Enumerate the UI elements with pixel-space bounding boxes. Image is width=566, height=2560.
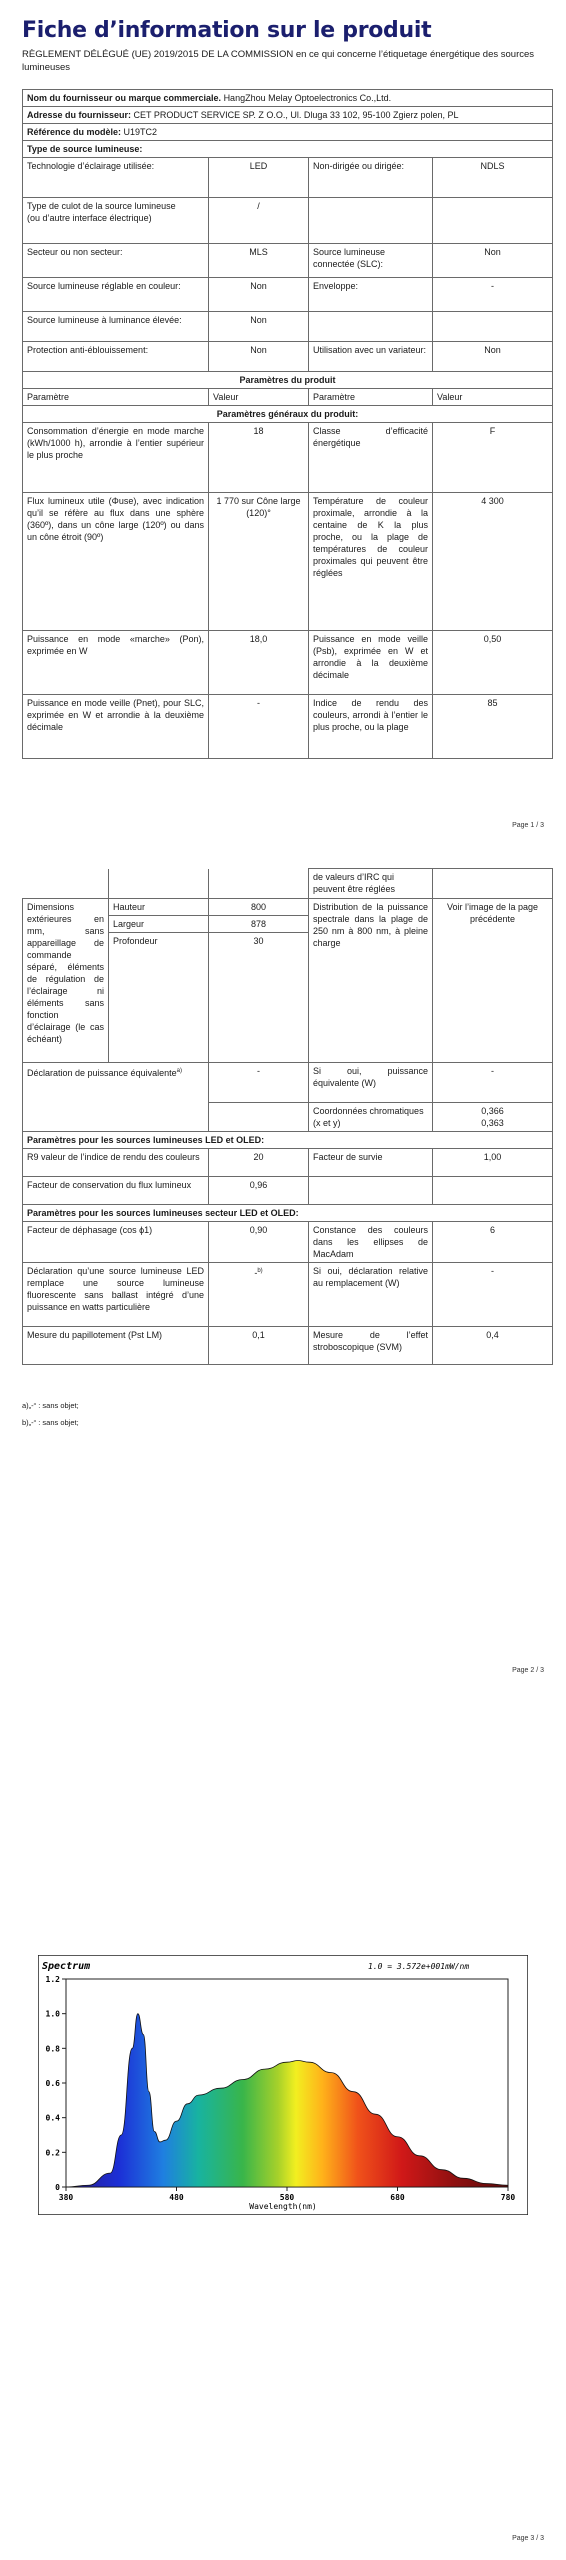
macadam-value: 6 bbox=[433, 1222, 553, 1263]
source-type-value: MLS bbox=[209, 244, 309, 278]
param-label: Consommation d’énergie en mode marche (kWh/1000 h), arrondie à l’entier supérieur le plus proche bbox=[23, 423, 209, 493]
source-type-label: Protection anti-éblouissement: bbox=[23, 342, 209, 372]
source-type-value: NDLS bbox=[433, 158, 553, 198]
equivalent-power-value: - bbox=[209, 1063, 309, 1103]
product-info-table bbox=[22, 89, 553, 759]
spectrum-chart-svg bbox=[38, 1955, 528, 2215]
source-type-heading: Type de source lumineuse: bbox=[23, 141, 553, 158]
x-tick-label: 780 bbox=[500, 2193, 516, 2202]
source-type-label: Type de culot de la source lumineuse (ou d’autre interface électrique) bbox=[23, 198, 209, 244]
y-tick-label: 0.6 bbox=[45, 2079, 60, 2088]
dimension-value: 30 bbox=[209, 933, 309, 1063]
chromaticity-label: Coordonnées chromatiques (x et y) bbox=[309, 1103, 433, 1132]
product-info-table-continued bbox=[22, 868, 553, 1365]
survival-factor-label: Facteur de survie bbox=[309, 1149, 433, 1177]
lumen-maintenance-label: Facteur de conservation du flux lumineux bbox=[23, 1177, 209, 1205]
supplier-address-value: CET PRODUCT SERVICE SP. Z O.O., Ul. Dluga 33 102, 95-100 Zgierz polen, PL bbox=[133, 110, 459, 120]
dimension-name: Hauteur bbox=[109, 899, 209, 916]
source-type-value: - bbox=[433, 278, 553, 312]
spectrum-chart bbox=[38, 1955, 528, 2215]
x-tick-label: 580 bbox=[279, 2193, 295, 2202]
spectral-distribution-label: Distribution de la puissance spectrale dans la plage de 250 nm à 800 nm, à pleine charge bbox=[309, 899, 433, 1063]
column-header-value: Valeur bbox=[209, 389, 309, 406]
source-type-value: Non bbox=[209, 342, 309, 372]
lumen-maintenance-value: 0,96 bbox=[209, 1177, 309, 1205]
y-tick-label: 1.2 bbox=[45, 1975, 60, 1984]
source-type-label: Source lumineuse à luminance élevée: bbox=[23, 312, 209, 342]
source-type-value: Non bbox=[209, 312, 309, 342]
page-number: Page 2 / 3 bbox=[512, 1667, 544, 1674]
source-type-label bbox=[309, 312, 433, 342]
x-tick-label: 380 bbox=[58, 2193, 74, 2202]
column-header-parameter: Paramètre bbox=[23, 389, 209, 406]
param-label: Puissance en mode veille (Psb), exprimée en W et arrondie à la deuxième décimale bbox=[309, 631, 433, 695]
equivalent-power-w-value: - bbox=[433, 1063, 553, 1103]
page-2 bbox=[0, 845, 566, 1725]
param-value: 85 bbox=[433, 695, 553, 759]
param-label: Flux lumineux utile (Φuse), avec indication qu’il se réfère au flux dans une sphère (360º), dans un cône large (120º) ou dans un cône étroit (90º) bbox=[23, 493, 209, 631]
equivalent-power-label: Déclaration de puissance équivalente$^{a)}$ bbox=[23, 1063, 209, 1132]
footnote-b: b)„-“ : sans objet; bbox=[22, 1418, 79, 1427]
page-number: Page 3 / 3 bbox=[512, 2535, 544, 2542]
source-type-label bbox=[309, 198, 433, 244]
stroboscopic-label: Mesure de l’effet stroboscopique (SVM) bbox=[309, 1327, 433, 1365]
param-label: Puissance en mode «marche» (Pon), exprimée en W bbox=[23, 631, 209, 695]
dimension-name: Largeur bbox=[109, 916, 209, 933]
chromaticity-value: 0,366 0,363 bbox=[433, 1103, 553, 1132]
chart-title: Spectrum bbox=[42, 1961, 91, 1972]
cri-range-continued: de valeurs d’IRC qui peuvent être réglées bbox=[309, 869, 433, 899]
supplier-address-row bbox=[23, 107, 553, 124]
led-params-heading: Paramètres pour les sources lumineuses LED et OLED: bbox=[23, 1132, 553, 1149]
source-type-value: LED bbox=[209, 158, 309, 198]
model-label: Référence du modèle: bbox=[27, 127, 122, 137]
source-type-value: Non bbox=[433, 342, 553, 372]
source-type-value bbox=[433, 312, 553, 342]
displacement-factor-value: 0,90 bbox=[209, 1222, 309, 1263]
mains-led-params-heading: Paramètres pour les sources lumineuses secteur LED et OLED: bbox=[23, 1205, 553, 1222]
x-tick-label: 480 bbox=[169, 2193, 184, 2202]
y-tick-label: 0 bbox=[55, 2183, 60, 2192]
flicker-value: 0,1 bbox=[209, 1327, 309, 1365]
column-header-parameter: Paramètre bbox=[309, 389, 433, 406]
param-label: Puissance en mode veille (Pnet), pour SLC, exprimée en W et arrondie à la deuxième décimale bbox=[23, 695, 209, 759]
source-type-value: Non bbox=[209, 278, 309, 312]
y-tick-label: 0.4 bbox=[45, 2113, 60, 2123]
r9-value: 20 bbox=[209, 1149, 309, 1177]
dimension-name: Profondeur bbox=[109, 933, 209, 1063]
y-tick-label: 1.0 bbox=[45, 2009, 60, 2019]
supplier-address-label: Adresse du fournisseur: bbox=[27, 110, 132, 120]
replacement-w-label: Si oui, déclaration relative au remplacement (W) bbox=[309, 1263, 433, 1327]
led-replacement-label: Déclaration qu’une source lumineuse LED remplace une source lumineuse fluorescente sans ballast intégré d’une puissance en watts particulière bbox=[23, 1263, 209, 1327]
flicker-label: Mesure du papillotement (Pst LM) bbox=[23, 1327, 209, 1365]
param-value: F bbox=[433, 423, 553, 493]
param-value: 4 300 bbox=[433, 493, 553, 631]
footnote-a: a)„-“ : sans objet; bbox=[22, 1401, 79, 1410]
chart-scale-note: 1.0 = 3.572e+001mW/nm bbox=[368, 1962, 470, 1971]
param-value: - bbox=[209, 695, 309, 759]
source-type-label: Source lumineuse réglable en couleur: bbox=[23, 278, 209, 312]
y-tick-label: 0.2 bbox=[45, 2148, 60, 2158]
document-title: Fiche d’information sur le produit bbox=[22, 18, 432, 43]
spectral-distribution-value: Voir l’image de la page précédente bbox=[433, 899, 553, 1063]
led-replacement-value: -$^{b)}$ bbox=[209, 1263, 309, 1327]
param-value: 18 bbox=[209, 423, 309, 493]
supplier-name-label: Nom du fournisseur ou marque commerciale. bbox=[27, 93, 222, 103]
y-tick-label: 0.8 bbox=[45, 2044, 60, 2054]
dimensions-label: Dimensions extérieures en mm, sans appareillage de commande séparé, éléments de régulation de l’éclairage ni éléments sans fonction d’éclairage (le cas échéant) bbox=[23, 899, 109, 1063]
source-type-value: / bbox=[209, 198, 309, 244]
source-type-label: Source lumineuse connectée (SLC): bbox=[309, 244, 433, 278]
source-type-value: Non bbox=[433, 244, 553, 278]
param-value: 0,50 bbox=[433, 631, 553, 695]
column-header-value: Valeur bbox=[433, 389, 553, 406]
r9-label: R9 valeur de l’indice de rendu des couleurs bbox=[23, 1149, 209, 1177]
regulation-reference: RÈGLEMENT DÉLÉGUÉ (UE) 2019/2015 DE LA COMMISSION en ce qui concerne l’étiquetage énergétique des sources lumineuses bbox=[22, 49, 535, 73]
source-type-value bbox=[433, 198, 553, 244]
macadam-label: Constance des couleurs dans les ellipses de MacAdam bbox=[309, 1222, 433, 1263]
page-number: Page 1 / 3 bbox=[512, 822, 544, 829]
source-type-label: Enveloppe: bbox=[309, 278, 433, 312]
source-type-label: Utilisation avec un variateur: bbox=[309, 342, 433, 372]
dimension-value: 800 bbox=[209, 899, 309, 916]
equivalent-power-w-label: Si oui, puissance équivalente (W) bbox=[309, 1063, 433, 1103]
survival-factor-value: 1,00 bbox=[433, 1149, 553, 1177]
displacement-factor-label: Facteur de déphasage (cos ϕ1) bbox=[23, 1222, 209, 1263]
source-type-label: Secteur ou non secteur: bbox=[23, 244, 209, 278]
param-label: Indice de rendu des couleurs, arrondi à l’entier le plus proche, ou la plage bbox=[309, 695, 433, 759]
supplier-name-value: HangZhou Melay Optoelectronics Co.,Ltd. bbox=[223, 93, 392, 103]
product-params-heading: Paramètres du produit bbox=[23, 372, 553, 389]
model-row bbox=[23, 124, 553, 141]
supplier-name-row bbox=[23, 90, 553, 107]
param-value: 1 770 sur Cône large (120)° bbox=[209, 493, 309, 631]
general-params-heading: Paramètres généraux du produit: bbox=[23, 406, 553, 423]
x-tick-label: 680 bbox=[390, 2193, 405, 2202]
dimension-value: 878 bbox=[209, 916, 309, 933]
source-type-label: Technologie d’éclairage utilisée: bbox=[23, 158, 209, 198]
param-value: 18,0 bbox=[209, 631, 309, 695]
replacement-w-value: - bbox=[433, 1263, 553, 1327]
x-axis-label: Wavelength(nm) bbox=[249, 2202, 317, 2211]
model-value: U19TC2 bbox=[123, 127, 158, 137]
source-type-label: Non-dirigée ou dirigée: bbox=[309, 158, 433, 198]
param-label: Température de couleur proximale, arrondie à la centaine de K la plus proche, ou la plage de températures de couleur proximales qui peuvent être réglées bbox=[309, 493, 433, 631]
stroboscopic-value: 0,4 bbox=[433, 1327, 553, 1365]
page-1 bbox=[0, 0, 566, 845]
param-label: Classe d’efficacité énergétique bbox=[309, 423, 433, 493]
